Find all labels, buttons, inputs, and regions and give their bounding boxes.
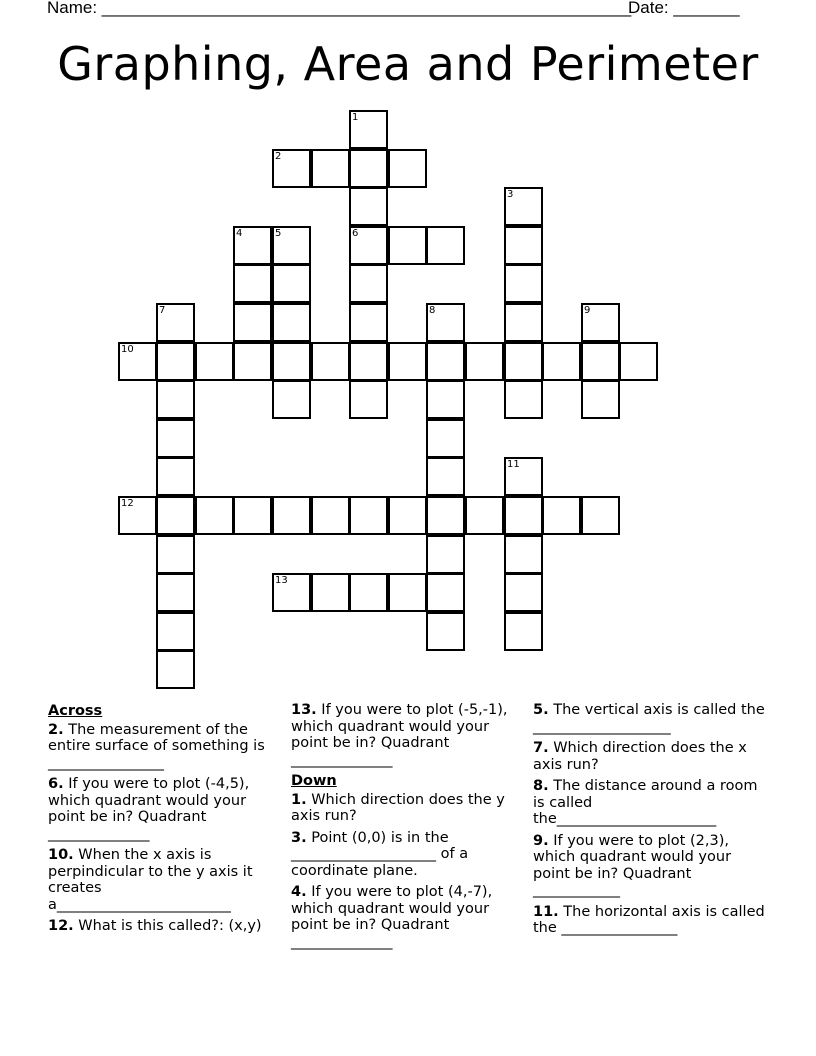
crossword-cell[interactable]: [504, 226, 543, 265]
crossword-cell[interactable]: [272, 380, 311, 419]
crossword-cell[interactable]: [465, 342, 504, 381]
crossword-cell[interactable]: [156, 535, 195, 574]
clue-text: The measurement of the entire surface of something is ________________: [48, 721, 265, 771]
crossword-cell[interactable]: [349, 264, 388, 303]
clue-number: 2.: [48, 721, 64, 738]
crossword-cell[interactable]: [349, 303, 388, 342]
clue-number: 1.: [291, 791, 307, 808]
crossword-cell[interactable]: [426, 496, 465, 535]
crossword-cell[interactable]: [349, 573, 388, 612]
crossword-cell[interactable]: [426, 612, 465, 651]
crossword-cell[interactable]: [195, 496, 234, 535]
clue-number: 11.: [533, 903, 559, 920]
crossword-cell[interactable]: [619, 342, 658, 381]
crossword-cell[interactable]: [581, 380, 620, 419]
crossword-cell[interactable]: [311, 149, 350, 188]
crossword-cell[interactable]: [542, 342, 581, 381]
crossword-cell[interactable]: [504, 535, 543, 574]
clue-text: Which direction does the y axis run?: [291, 791, 505, 824]
clue-across-10: [48, 847, 284, 913]
clue-text: What is this called?: (x,y): [73, 918, 262, 934]
crossword-cell[interactable]: [426, 303, 465, 342]
crossword-cell[interactable]: [349, 149, 388, 188]
crossword-cell[interactable]: [272, 303, 311, 342]
crossword-cell[interactable]: [504, 187, 543, 226]
clue-down-5: [533, 702, 765, 735]
clue-number: 7.: [533, 740, 549, 756]
date-field-line: Date: _______: [628, 0, 740, 17]
clue-text: The horizontal axis is called the ________________: [533, 903, 765, 936]
crossword-cell[interactable]: [156, 342, 195, 381]
clue-text: If you were to plot (4,-7), which quadrant would your point be in? Quadrant ______________: [291, 884, 493, 950]
clue-number-label: 12: [121, 498, 134, 509]
crossword-cell[interactable]: [581, 496, 620, 535]
crossword-cell[interactable]: [233, 303, 272, 342]
page-title: Graphing, Area and Perimeter: [57, 37, 759, 91]
crossword-cell[interactable]: [272, 226, 311, 265]
crossword-cell[interactable]: [156, 612, 195, 651]
clue-text: If you were to plot (-5,-1), which quadrant would your point be in? Quadrant ______________: [291, 702, 508, 768]
crossword-cell[interactable]: [426, 535, 465, 574]
crossword-cell[interactable]: [426, 226, 465, 265]
clue-number-label: 5: [275, 228, 282, 239]
crossword-cell[interactable]: [504, 496, 543, 535]
clue-number-label: 4: [236, 228, 243, 239]
crossword-cell[interactable]: [388, 573, 427, 612]
crossword-cell[interactable]: [156, 380, 195, 419]
crossword-cell[interactable]: [504, 612, 543, 651]
crossword-cell[interactable]: [272, 342, 311, 381]
clue-down-1: [291, 792, 527, 825]
clue-number-label: 1: [352, 112, 359, 123]
clue-number: 4.: [291, 884, 307, 900]
clue-down-4: [291, 884, 527, 950]
crossword-cell[interactable]: [504, 303, 543, 342]
clue-number-label: 3: [507, 189, 514, 200]
crossword-cell[interactable]: [233, 226, 272, 265]
clue-down-7: [533, 740, 765, 773]
clue-text: Point (0,0) is in the ____________________ of a coordinate plane.: [291, 829, 469, 879]
crossword-cell[interactable]: [426, 573, 465, 612]
crossword-cell[interactable]: [349, 496, 388, 535]
clue-number: 12.: [48, 918, 74, 934]
clue-across-13: [291, 702, 527, 768]
clue-number: 5.: [533, 702, 549, 718]
clue-across-6: [48, 776, 284, 842]
crossword-cell[interactable]: [581, 303, 620, 342]
crossword-cell[interactable]: [233, 496, 272, 535]
crossword-cell[interactable]: [349, 380, 388, 419]
crossword-cell[interactable]: [504, 573, 543, 612]
crossword-cell[interactable]: [388, 496, 427, 535]
crossword-cell[interactable]: [311, 496, 350, 535]
clue-number-label: 2: [275, 151, 282, 162]
crossword-cell[interactable]: [156, 496, 195, 535]
crossword-cell[interactable]: [311, 342, 350, 381]
clue-number: 13.: [291, 702, 317, 718]
crossword-cell[interactable]: [349, 187, 388, 226]
clue-down-3: [291, 830, 527, 880]
clue-text: The vertical axis is called the ___________________: [533, 702, 765, 735]
crossword-cell[interactable]: [388, 342, 427, 381]
crossword-cell[interactable]: [465, 496, 504, 535]
crossword-cell[interactable]: [272, 496, 311, 535]
crossword-cell[interactable]: [156, 573, 195, 612]
crossword-cell[interactable]: [504, 457, 543, 496]
crossword-cell[interactable]: [156, 457, 195, 496]
crossword-cell[interactable]: [118, 496, 157, 535]
clue-down-11: [533, 904, 765, 937]
clue-text: When the x axis is perpindicular to the y axis it creates a________________________: [48, 847, 253, 913]
clue-down-9: [533, 833, 765, 899]
clue-column-1: [48, 702, 284, 940]
crossword-cell[interactable]: [426, 419, 465, 458]
clue-number-label: 13: [275, 575, 288, 586]
crossword-cell[interactable]: [349, 226, 388, 265]
clue-number: 10.: [48, 847, 74, 863]
crossword-cell[interactable]: [349, 110, 388, 149]
crossword-cell[interactable]: [349, 342, 388, 381]
crossword-cell[interactable]: [388, 226, 427, 265]
crossword-cell[interactable]: [272, 573, 311, 612]
crossword-cell[interactable]: [426, 457, 465, 496]
crossword-cell[interactable]: [118, 342, 157, 381]
clue-number: 6.: [48, 776, 64, 792]
crossword-cell[interactable]: [156, 650, 195, 689]
clue-number-label: 6: [352, 228, 359, 239]
clue-across-2: [48, 722, 284, 772]
crossword-cell[interactable]: [195, 342, 234, 381]
crossword-cell[interactable]: [504, 342, 543, 381]
crossword-cell[interactable]: [233, 264, 272, 303]
crossword-cell[interactable]: [156, 303, 195, 342]
clue-number-label: 8: [429, 305, 436, 316]
crossword-cell[interactable]: [388, 149, 427, 188]
clue-across-12: [48, 918, 284, 935]
crossword-cell[interactable]: [272, 149, 311, 188]
clue-text: Which direction does the x axis run?: [533, 740, 747, 773]
clue-down-8: [533, 778, 765, 828]
clue-text: If you were to plot (-4,5), which quadrant would your point be in? Quadrant ______________: [48, 776, 250, 842]
clue-number-label: 7: [159, 305, 166, 316]
crossword-cell[interactable]: [504, 380, 543, 419]
clue-number: 9.: [533, 832, 549, 849]
clue-text: If you were to plot (2,3), which quadrant would your point be in? Quadrant ____________: [533, 832, 732, 898]
down-heading: Down: [291, 773, 337, 789]
crossword-cell[interactable]: [272, 264, 311, 303]
crossword-cell[interactable]: [504, 264, 543, 303]
clue-column-2: [291, 702, 527, 955]
clue-number-label: 10: [121, 344, 134, 355]
clue-text: The distance around a room is called the______________________: [533, 778, 758, 827]
clue-number: 3.: [291, 829, 307, 846]
crossword-cell[interactable]: [233, 342, 272, 381]
clue-number: 8.: [533, 778, 549, 794]
crossword-cell[interactable]: [426, 342, 465, 381]
across-heading: Across: [48, 703, 103, 719]
clue-column-3: [533, 702, 765, 942]
crossword-cell[interactable]: [581, 342, 620, 381]
crossword-cell[interactable]: [542, 496, 581, 535]
crossword-cell[interactable]: [156, 419, 195, 458]
crossword-cell[interactable]: [311, 573, 350, 612]
clue-number-label: 9: [584, 305, 591, 316]
clue-number-label: 11: [507, 459, 520, 470]
crossword-cell[interactable]: [426, 380, 465, 419]
name-field-line: Name: ________________________________________________________: [47, 0, 632, 17]
